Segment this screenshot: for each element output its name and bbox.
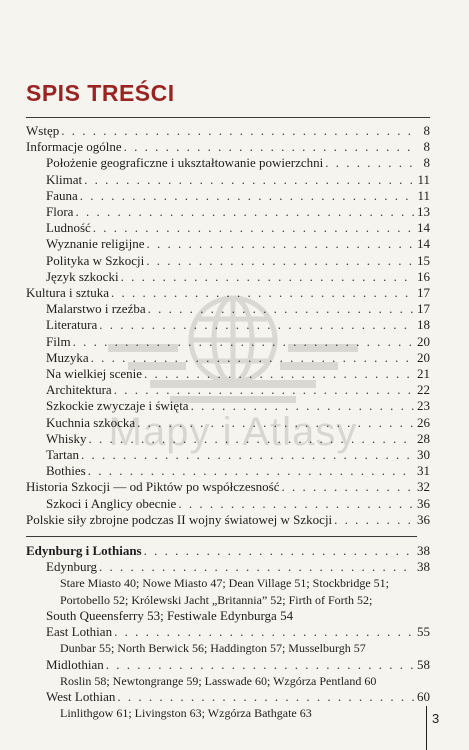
toc-entry-page: 20 bbox=[417, 333, 430, 349]
dot-leader bbox=[144, 366, 414, 382]
toc-entry-page: 36 bbox=[417, 495, 430, 511]
toc-entry-title: Bothies bbox=[46, 463, 86, 479]
toc-entry[interactable] bbox=[26, 301, 430, 317]
toc-subentry: Portobello 52; Królewski Jacht „Britannia” 52; Firth of Forth 52; bbox=[60, 592, 373, 607]
section-divider bbox=[26, 536, 417, 537]
toc-entry[interactable] bbox=[26, 350, 430, 366]
toc-entry[interactable] bbox=[26, 155, 430, 171]
toc-entry-page: 32 bbox=[417, 479, 430, 495]
toc-subentry: Dunbar 55; North Berwick 56; Haddington 57; Musselburgh 57 bbox=[60, 641, 366, 656]
toc-entry-page: 15 bbox=[417, 252, 430, 268]
toc-entry-page: 8 bbox=[423, 139, 430, 155]
toc-entry-title: Tartan bbox=[46, 447, 80, 463]
toc-entry-page: 23 bbox=[417, 398, 430, 414]
toc-entry-title: Na wielkiej scenie bbox=[46, 366, 143, 382]
dot-leader bbox=[114, 624, 414, 640]
toc-entry-title: Szkockie zwyczaje i święta bbox=[46, 398, 189, 414]
toc-entry[interactable] bbox=[26, 366, 430, 382]
toc-entry-title: Whisky bbox=[46, 430, 87, 446]
toc-entry-title: Architektura bbox=[46, 382, 112, 398]
dot-leader bbox=[84, 172, 414, 188]
table-of-contents bbox=[26, 123, 430, 721]
dot-leader bbox=[106, 657, 414, 673]
toc-entry-title: East Lothian bbox=[46, 624, 113, 640]
dot-leader bbox=[99, 559, 414, 575]
toc-entry-page: 17 bbox=[417, 285, 430, 301]
toc-entry-page: 17 bbox=[417, 301, 430, 317]
dot-leader bbox=[73, 334, 414, 350]
toc-entry[interactable] bbox=[26, 317, 430, 333]
toc-entry[interactable] bbox=[26, 139, 430, 155]
toc-entry-page: 60 bbox=[417, 688, 430, 704]
toc-entry-page: 8 bbox=[423, 123, 430, 138]
dot-leader bbox=[75, 204, 414, 220]
toc-entry[interactable] bbox=[26, 608, 430, 624]
toc-entry[interactable] bbox=[26, 220, 430, 236]
toc-entry[interactable] bbox=[26, 689, 430, 705]
toc-entry[interactable] bbox=[26, 236, 430, 252]
toc-entry-title: Szkoci i Anglicy obecnie bbox=[46, 495, 177, 511]
page-title: SPIS TREŚCI bbox=[26, 80, 175, 106]
toc-entry-title: Wstęp bbox=[26, 123, 60, 138]
toc-entry[interactable] bbox=[26, 123, 430, 139]
toc-entry-title: Polskie siły zbrojne podczas II wojny światowej w Szkocji bbox=[26, 511, 333, 527]
dot-leader bbox=[80, 188, 414, 204]
dot-leader bbox=[117, 689, 414, 705]
dot-leader bbox=[61, 123, 414, 139]
toc-subentry: Linlithgow 61; Livingston 63; Wzgórza Bathgate 63 bbox=[60, 706, 312, 721]
toc-entry[interactable] bbox=[26, 624, 430, 640]
dot-leader bbox=[146, 236, 414, 252]
dot-leader bbox=[325, 155, 414, 171]
toc-entry-title: Flora bbox=[46, 204, 74, 220]
toc-entry-page: 18 bbox=[417, 317, 430, 333]
dot-leader bbox=[191, 398, 414, 414]
toc-entry[interactable] bbox=[26, 543, 430, 559]
toc-entry[interactable] bbox=[26, 204, 430, 220]
toc-entry-page: 20 bbox=[417, 349, 430, 365]
toc-entry-page: 13 bbox=[417, 204, 430, 220]
toc-entry-page: 21 bbox=[417, 366, 430, 382]
toc-entry-page: 8 bbox=[423, 155, 430, 171]
toc-entry-title: Wyznanie religijne bbox=[46, 236, 145, 252]
title-rule bbox=[26, 117, 430, 118]
toc-entry-page: 16 bbox=[417, 268, 430, 284]
dot-leader bbox=[124, 139, 414, 155]
dot-leader bbox=[91, 350, 414, 366]
toc-entry-title: Literatura bbox=[46, 317, 98, 333]
toc-entry-title: Muzyka bbox=[46, 349, 89, 365]
toc-entry-page: 26 bbox=[417, 414, 430, 430]
toc-entry-page: 36 bbox=[417, 511, 430, 527]
toc-entry-title: Film bbox=[46, 333, 71, 349]
toc-entry-title: Malarstwo i rzeźba bbox=[46, 301, 146, 317]
toc-entry[interactable] bbox=[26, 496, 430, 512]
dot-leader bbox=[146, 253, 414, 269]
toc-entry-page: 14 bbox=[417, 220, 430, 236]
toc-entry-title: South Queensferry 53; Festiwale Edynburga 54 bbox=[46, 607, 294, 623]
toc-entry-page: 22 bbox=[417, 382, 430, 398]
dot-leader bbox=[111, 285, 414, 301]
toc-entry-page: 38 bbox=[417, 559, 430, 575]
toc-entry[interactable] bbox=[26, 447, 430, 463]
toc-entry-title: Położenie geograficzne i ukształtowanie powierzchni bbox=[46, 155, 324, 171]
toc-entry-title: Polityka w Szkocji bbox=[46, 252, 145, 268]
toc-entry-page: 28 bbox=[417, 430, 430, 446]
dot-leader bbox=[137, 415, 414, 431]
toc-entry[interactable] bbox=[26, 559, 430, 575]
page-number: 3 bbox=[432, 711, 440, 726]
toc-entry-page: 30 bbox=[417, 447, 430, 463]
dot-leader bbox=[121, 269, 414, 285]
dot-leader bbox=[178, 496, 414, 512]
dot-leader bbox=[114, 382, 414, 398]
toc-subentry: Roslin 58; Newtongrange 59; Lasswade 60; Wzgórza Pentland 60 bbox=[60, 673, 377, 688]
toc-entry[interactable] bbox=[26, 512, 430, 528]
toc-entry-page: 14 bbox=[417, 236, 430, 252]
dot-leader bbox=[144, 543, 414, 559]
toc-entry[interactable] bbox=[26, 172, 430, 188]
dot-leader bbox=[88, 431, 414, 447]
page-number-rule bbox=[426, 706, 427, 750]
toc-entry-title: Klimat bbox=[46, 171, 83, 187]
dot-leader bbox=[334, 512, 414, 528]
toc-entry-title: Język szkocki bbox=[46, 268, 119, 284]
toc-entry[interactable] bbox=[26, 415, 430, 431]
toc-entry[interactable] bbox=[26, 657, 430, 673]
watermark-text: Mapy i Atlasy bbox=[108, 410, 358, 454]
toc-entry-page: 11 bbox=[417, 171, 430, 187]
dot-leader bbox=[93, 220, 414, 236]
toc-entry[interactable] bbox=[26, 188, 430, 204]
toc-entry-title: Historia Szkocji — od Piktów po współczesność bbox=[26, 479, 280, 495]
toc-entry-page: 58 bbox=[417, 656, 430, 672]
toc-entry-page: 38 bbox=[417, 543, 430, 559]
toc-entry[interactable] bbox=[26, 269, 430, 285]
dot-leader bbox=[99, 317, 414, 333]
toc-entry[interactable] bbox=[26, 382, 430, 398]
dot-leader bbox=[148, 301, 414, 317]
toc-entry[interactable] bbox=[26, 398, 430, 414]
toc-entry-title: West Lothian bbox=[46, 688, 116, 704]
toc-entry-title: Edynburg bbox=[46, 559, 98, 575]
toc-entry-page: 55 bbox=[417, 624, 430, 640]
dot-leader bbox=[281, 479, 414, 495]
toc-entry-page: 31 bbox=[417, 463, 430, 479]
toc-entry[interactable] bbox=[26, 463, 430, 479]
toc-entry-title: Fauna bbox=[46, 187, 78, 203]
dot-leader bbox=[81, 447, 414, 463]
toc-entry-title: Kultura i sztuka bbox=[26, 285, 110, 301]
toc-entry[interactable] bbox=[26, 431, 430, 447]
toc-entry-title: Midlothian bbox=[46, 656, 104, 672]
dot-leader bbox=[88, 463, 414, 479]
toc-entry-title: Ludność bbox=[46, 220, 91, 236]
toc-entry-page: 11 bbox=[417, 187, 430, 203]
toc-entry[interactable] bbox=[26, 253, 430, 269]
toc-entry-title: Informacje ogólne bbox=[26, 139, 122, 155]
toc-entry-title: Edynburg i Lothians bbox=[26, 543, 142, 559]
toc-subentry: Stare Miasto 40; Nowe Miasto 47; Dean Village 51; Stockbridge 51; bbox=[60, 576, 390, 591]
toc-entry[interactable] bbox=[26, 479, 430, 495]
toc-entry[interactable] bbox=[26, 334, 430, 350]
toc-entry-title: Kuchnia szkocka bbox=[46, 414, 136, 430]
toc-entry[interactable] bbox=[26, 285, 430, 301]
